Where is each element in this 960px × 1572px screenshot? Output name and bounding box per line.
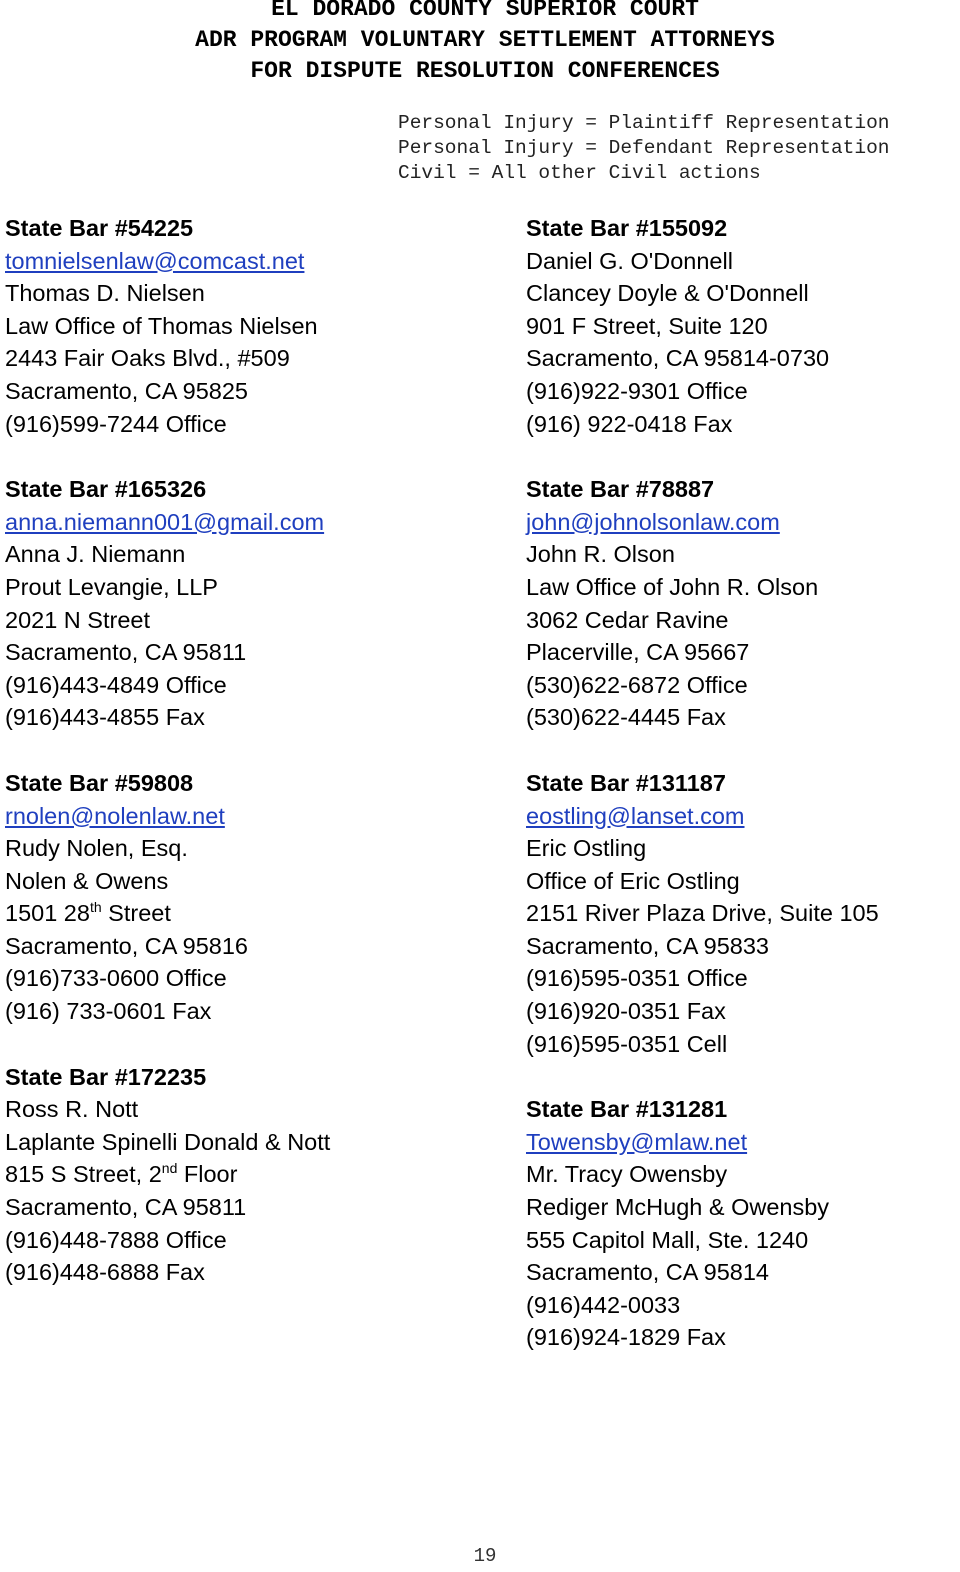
fax-number: (916)924-1829 Fax bbox=[526, 1324, 726, 1351]
fax-number: (916) 733-0601 Fax bbox=[5, 998, 212, 1025]
title-line-3: FOR DISPUTE RESOLUTION CONFERENCES bbox=[250, 58, 720, 84]
office-phone: (530)622-6872 Office bbox=[526, 671, 748, 698]
office-phone: (916)443-4849 Office bbox=[5, 671, 227, 698]
office-phone: (916)448-7888 Office bbox=[5, 1226, 227, 1253]
fax-number: (916) 922-0418 Fax bbox=[526, 410, 733, 437]
office-phone: (916)922-9301 Office bbox=[526, 377, 748, 404]
email-link[interactable]: tomnielsenlaw@comcast.net bbox=[5, 247, 305, 274]
state-bar-number: State Bar #131187 bbox=[526, 769, 726, 796]
document-title bbox=[0, 0, 960, 87]
city-state-zip: Sacramento, CA 95814-0730 bbox=[526, 345, 830, 372]
email-link[interactable]: anna.niemann001@gmail.com bbox=[5, 508, 325, 535]
attorney-entry bbox=[5, 767, 330, 1028]
left-attorney-column bbox=[5, 212, 330, 1289]
page-number: 19 bbox=[473, 1545, 497, 1567]
legend-line: Civil = All other Civil actions bbox=[398, 162, 761, 184]
email-link[interactable]: rnolen@nolenlaw.net bbox=[5, 802, 225, 829]
street-address: 1501 28th Street bbox=[5, 899, 171, 927]
fax-number: (530)622-4445 Fax bbox=[526, 704, 726, 731]
street-address: 3062 Cedar Ravine bbox=[526, 606, 729, 633]
attorney-name: Daniel G. O'Donnell bbox=[526, 247, 733, 274]
attorney-name: John R. Olson bbox=[526, 541, 675, 568]
street-address: 555 Capitol Mall, Ste. 1240 bbox=[526, 1226, 809, 1253]
attorney-name: Anna J. Niemann bbox=[5, 541, 186, 568]
title-line-1: EL DORADO COUNTY SUPERIOR COURT bbox=[271, 0, 699, 22]
attorney-entry bbox=[526, 473, 879, 734]
firm-name: Law Office of Thomas Nielsen bbox=[5, 312, 318, 339]
firm-name: Law Office of John R. Olson bbox=[526, 573, 819, 600]
city-state-zip: Sacramento, CA 95816 bbox=[5, 932, 248, 959]
attorney-entry bbox=[5, 212, 330, 440]
fax-number: (916)443-4855 Fax bbox=[5, 704, 205, 731]
city-state-zip: Placerville, CA 95667 bbox=[526, 639, 750, 666]
office-phone: (916)595-0351 Office bbox=[526, 965, 748, 992]
firm-name: Office of Eric Ostling bbox=[526, 867, 740, 894]
legend-line: Personal Injury = Plaintiff Representation bbox=[398, 112, 890, 134]
fax-number: (916)920-0351 Fax bbox=[526, 998, 726, 1025]
fax-number: (916)448-6888 Fax bbox=[5, 1259, 205, 1286]
email-link[interactable]: Towensby@mlaw.net bbox=[526, 1128, 748, 1155]
street-address: 901 F Street, Suite 120 bbox=[526, 312, 768, 339]
attorney-name: Mr. Tracy Owensby bbox=[526, 1161, 728, 1188]
city-state-zip: Sacramento, CA 95811 bbox=[5, 1194, 247, 1221]
firm-name: Clancey Doyle & O'Donnell bbox=[526, 280, 809, 307]
attorney-name: Thomas D. Nielsen bbox=[5, 280, 205, 307]
office-phone: (916)599-7244 Office bbox=[5, 410, 227, 437]
state-bar-number: State Bar #172235 bbox=[5, 1063, 207, 1090]
attorney-name: Eric Ostling bbox=[526, 835, 647, 862]
state-bar-number: State Bar #54225 bbox=[5, 215, 194, 241]
state-bar-number: State Bar #78887 bbox=[526, 476, 715, 503]
street-address: 815 S Street, 2nd Floor bbox=[5, 1160, 238, 1188]
practice-legend bbox=[398, 111, 889, 186]
attorney-entry bbox=[526, 767, 879, 1060]
email-link[interactable]: john@johnolsonlaw.com bbox=[526, 508, 780, 535]
state-bar-number: State Bar #59808 bbox=[5, 769, 194, 796]
street-address: 2151 River Plaza Drive, Suite 105 bbox=[526, 900, 879, 927]
attorney-entry bbox=[526, 212, 879, 440]
firm-name: Nolen & Owens bbox=[5, 867, 169, 894]
firm-name: Laplante Spinelli Donald & Nott bbox=[5, 1128, 331, 1155]
attorney-entry bbox=[5, 473, 330, 734]
street-address: 2021 N Street bbox=[5, 606, 151, 633]
state-bar-number: State Bar #131281 bbox=[526, 1096, 728, 1123]
title-line-2: ADR PROGRAM VOLUNTARY SETTLEMENT ATTORNEYS bbox=[195, 27, 775, 53]
attorney-name: Ross R. Nott bbox=[5, 1096, 139, 1123]
city-state-zip: Sacramento, CA 95833 bbox=[526, 932, 769, 959]
email-link[interactable]: eostling@lanset.com bbox=[526, 802, 745, 829]
attorney-entry bbox=[5, 1061, 330, 1289]
phone-number: (916)442-0033 bbox=[526, 1291, 681, 1318]
city-state-zip: Sacramento, CA 95811 bbox=[5, 639, 247, 666]
legend-line: Personal Injury = Defendant Representation bbox=[398, 137, 890, 159]
attorney-entry bbox=[526, 1093, 879, 1354]
state-bar-number: State Bar #165326 bbox=[5, 476, 207, 503]
street-address: 2443 Fair Oaks Blvd., #509 bbox=[5, 345, 290, 372]
city-state-zip: Sacramento, CA 95814 bbox=[526, 1259, 769, 1286]
office-phone: (916)733-0600 Office bbox=[5, 965, 227, 992]
city-state-zip: Sacramento, CA 95825 bbox=[5, 377, 248, 404]
firm-name: Prout Levangie, LLP bbox=[5, 573, 218, 600]
cell-phone: (916)595-0351 Cell bbox=[526, 1030, 728, 1057]
state-bar-number: State Bar #155092 bbox=[526, 215, 728, 241]
firm-name: Rediger McHugh & Owensby bbox=[526, 1194, 830, 1221]
attorney-name: Rudy Nolen, Esq. bbox=[5, 835, 188, 862]
right-attorney-column bbox=[526, 212, 879, 1354]
